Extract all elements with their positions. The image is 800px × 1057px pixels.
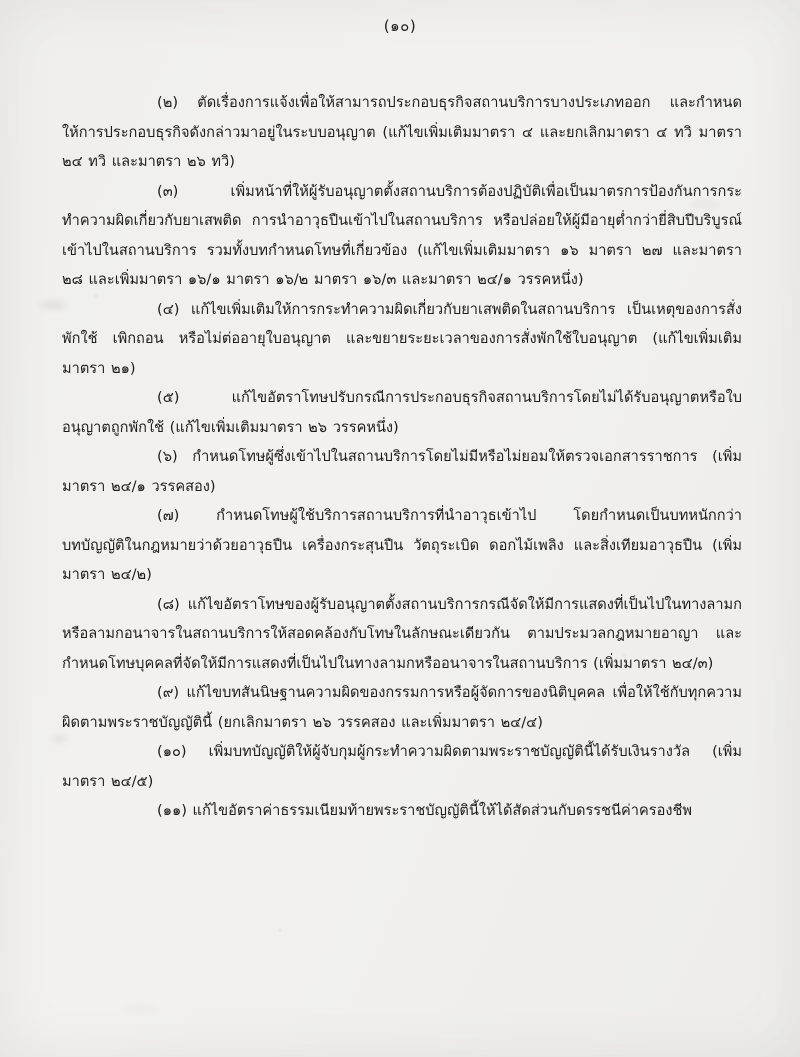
paragraph: (๔) แก้ไขเพิ่มเติมให้การกระทำความผิดเกี่ยวกับยาเสพติดในสถานบริการ เป็นเหตุของการสั่งพักใช้ เพิกถอน หรือไม่ต่ออายุใบอนุญาต และขยายระยะเวลาของการสั่งพักใช้ใบอนุญาต (แก้ไขเพิ่มเติมมาตรา ๒๑)	[62, 300, 742, 377]
scan-artifact	[120, 1005, 160, 1013]
paragraph: (๒) ตัดเรื่องการแจ้งเพื่อให้สามารถประกอบธุรกิจสถานบริการบางประเภทออก และกำหนดให้การประกอบธุรกิจดังกล่าวมาอยู่ในระบบอนุญาต (แก้ไขเพิ่มเติมมาตรา ๔ และยกเลิกมาตรา ๔ ทวิ มาตรา ๒๔ ทวิ และมาตรา ๒๖ ทวิ)	[62, 94, 742, 170]
paragraph: (๘) แก้ไขอัตราโทษของผู้รับอนุญาตตั้งสถานบริการกรณีจัดให้มีการแสดงที่เป็นไปในทางลามกหรือลามกอนาจารในสถานบริการให้สอดคล้องกับโทษในลักษณะเดียวกัน ตามประมวลกฎหมายอาญา และกำหนดโทษบุคคลที่จัดให้มีการแสดงที่เป็นไปในทางลามกหรืออนาจารในสถานบริการ (เพิ่มมาตรา ๒๔/๓)	[62, 595, 742, 672]
document-body	[62, 88, 742, 826]
paragraph: (๗) กำหนดโทษผู้ใช้บริการสถานบริการที่นำอาวุธเข้าไป โดยกำหนดเป็นบทหนักกว่าบทบัญญัติในกฎหมายว่าด้วยอาวุธปืน เครื่องกระสุนปืน วัตถุระเบิด ดอกไม้เพลิง และสิ่งเทียมอาวุธปืน (เพิ่มมาตรา ๒๔/๒)	[62, 507, 742, 583]
paragraph: (๓) เพิ่มหน้าที่ให้ผู้รับอนุญาตตั้งสถานบริการต้องปฏิบัติเพื่อเป็นมาตรการป้องกันการกระทำความผิดเกี่ยวกับยาเสพติด การนำอาวุธปืนเข้าไปในสถานบริการ หรือปล่อยให้ผู้มีอายุต่ำกว่ายี่สิบปีบริบูรณ์เข้าไปในสถานบริการ รวมทั้งบทกำหนดโทษที่เกี่ยวข้อง (แก้ไขเพิ่มเติมมาตรา ๑๖ มาตรา ๒๗ และมาตรา ๒๘ และเพิ่มมาตรา ๑๖/๑ มาตรา ๑๖/๒ มาตรา ๑๖/๓ และมาตรา ๒๔/๑ วรรคหนึ่ง)	[62, 182, 742, 288]
paragraph: (๙) แก้ไขบทสันนิษฐานความผิดของกรรมการหรือผู้จัดการของนิติบุคคล เพื่อให้ใช้กับทุกความผิดตามพระราชบัญญัตินี้ (ยกเลิกมาตรา ๒๖ วรรคสอง และเพิ่มมาตรา ๒๔/๔)	[62, 684, 742, 731]
paragraph: (๖) กำหนดโทษผู้ซึ่งเข้าไปในสถานบริการโดยไม่มีหรือไม่ยอมให้ตรวจเอกสารราชการ (เพิ่มมาตรา ๒๔/๑ วรรคสอง)	[62, 448, 742, 495]
paragraph: (๑๑) แก้ไขอัตราค่าธรรมเนียมท้ายพระราชบัญญัตินี้ให้ได้สัดส่วนกับดรรชนีค่าครองชีพ	[157, 802, 693, 819]
page-number: (๑๐)	[383, 17, 417, 35]
paragraph: (๑๐) เพิ่มบทบัญญัติให้ผู้จับกุมผู้กระทำความผิดตามพระราชบัญญัตินี้ได้รับเงินรางวัล (เพิ่มมาตรา ๒๔/๕)	[62, 743, 742, 790]
paragraph: (๕) แก้ไขอัตราโทษปรับกรณีการประกอบธุรกิจสถานบริการโดยไม่ได้รับอนุญาตหรือใบอนุญาตถูกพักใช้ (แก้ไขเพิ่มเติมมาตรา ๒๖ วรรคหนึ่ง)	[62, 389, 742, 436]
